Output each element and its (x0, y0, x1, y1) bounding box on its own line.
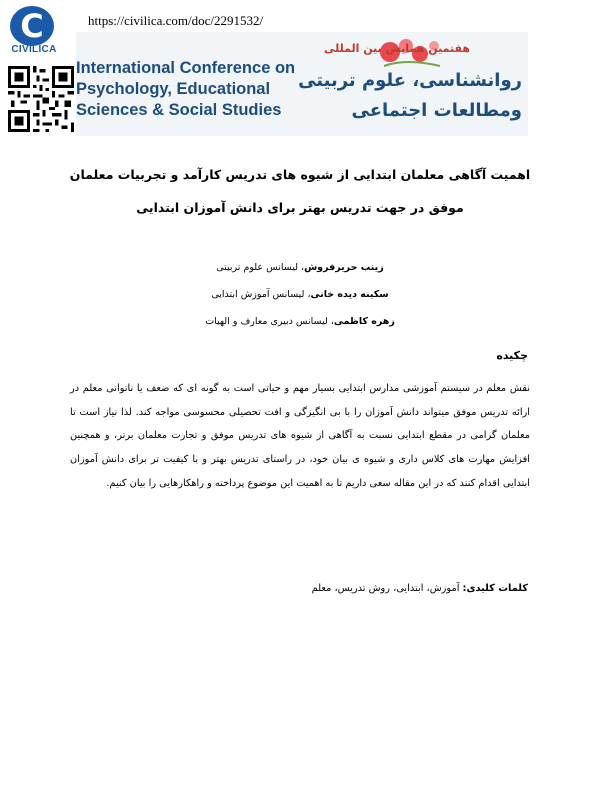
logo-c-icon: C (20, 7, 44, 45)
author-3 (60, 316, 540, 327)
keywords (312, 583, 528, 594)
author-name: زهره کاظمی (333, 316, 395, 327)
conference-banner (76, 32, 528, 136)
logo-text: CIVILICA (11, 44, 57, 55)
civilica-logo[interactable] (6, 6, 60, 54)
banner-english-title (76, 58, 308, 121)
author-name: زینب حریرفروش (304, 262, 384, 273)
author-2 (60, 289, 540, 300)
author-affiliation: ، لیسانس آموزش ابتدایی (211, 289, 311, 300)
banner-en-line-2: Psychology, Educational (76, 80, 271, 98)
paper-title-line-1: اهمیت آگاهی معلمان ابتدایی از شیوه های تدریس کارآمد و تجربیات معلمان (69, 167, 531, 182)
qr-code-icon (8, 66, 74, 132)
banner-persian-title (298, 66, 522, 126)
banner-fa-line-1: روانشناسی، علوم تربیتی (298, 70, 522, 91)
author-1 (60, 262, 540, 273)
banner-persian-subtitle: هفتمین همایش بین المللی (323, 42, 470, 55)
abstract-text: نقش معلم در سیستم آموزشی مدارس ابتدایی بسیار مهم و حیاتی است به گونه ای که ضعف یا ناتوانی معلم در ارائه تدریس موفق میتواند دانش آموزان را با بی انگیزگی و افت تحصیلی محسوسی مواجه کند. لذا نیاز است تا معلمان گرامی در مقطع ابتدایی نسبت به آگاهی از شیوه های تدریس موفق و تجارت معلمان برتر، و همچنین افزایش مهارت های کلاس داری و شیوه ی بیان خود، در راستای تدریس بهتر و با کیفیت تر برای دانش آموزان ابتدایی اقدام کنند که در این مقاله سعی داریم تا به اهمیت این موضوع پرداخته و راهکارهایی را بیان کنیم. (70, 383, 530, 489)
banner-en-line-1: International Conference on (76, 59, 296, 77)
keywords-label: کلمات کلیدی: (462, 583, 528, 594)
banner-en-line-3: Sciences & Social Studies (76, 101, 282, 119)
author-name: سکینه دیده خانی (310, 289, 389, 300)
keywords-list: آموزش، ابتدایی، روش تدریس، معلم (311, 583, 463, 594)
author-affiliation: ، لیسانس دبیری معارف و الهیات (205, 316, 334, 327)
document-url[interactable]: https://civilica.com/doc/2291532/ (88, 13, 264, 28)
paper-title-line-2: موفق در جهت تدریس بهتر برای دانش آموزان ابتدایی (136, 200, 464, 215)
abstract-heading: چکیده (496, 349, 528, 362)
banner-fa-line-2: ومطالعات اجتماعی (351, 100, 522, 121)
author-affiliation: ، لیسانس علوم تربیتی (216, 262, 305, 273)
